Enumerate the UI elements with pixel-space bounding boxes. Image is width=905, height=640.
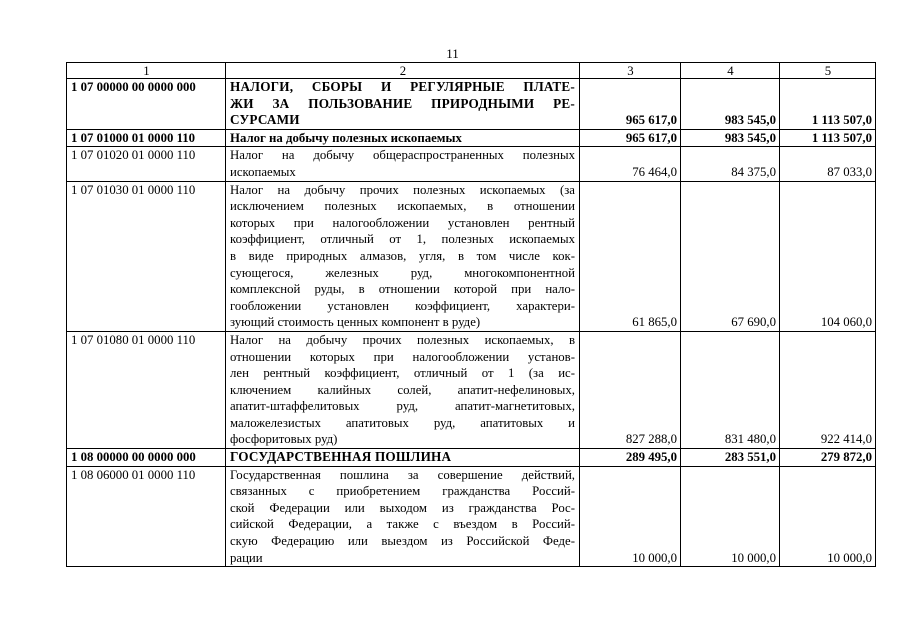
table-row [67,129,876,147]
classification-code: 1 08 06000 01 0000 110 [67,466,226,567]
classification-code: 1 07 01020 01 0000 110 [67,147,226,181]
revenue-name-line: ской Федерации или выходом из гражданства Рос- [230,500,575,515]
revenue-name-line: ЖИ ЗА ПОЛЬЗОВАНИЕ ПРИРОДНЫМИ РЕ- [230,95,575,111]
revenue-name-line: ГОСУДАРСТВЕННАЯ ПОШЛИНА [230,449,452,465]
revenue-name-line: Налог на добычу прочих полезных ископаемых, в [230,332,575,347]
revenue-name-line: которых при налогообложении установлен рентный [230,215,575,230]
revenue-name-line: комплексной руды, в отношении которой при нало- [230,282,575,297]
revenue-name [226,331,580,448]
revenue-name-line: маложелезистых апатитовых руд, апатитовых и [230,415,575,430]
revenue-name-line: фосфоритовых руд) [230,432,338,447]
amount-col5: 922 414,0 [780,331,876,448]
table-row [67,147,876,181]
revenue-name-line: ископаемых [230,164,296,179]
revenue-name-line: апатит-штаффелитовых руд, апатит-магнетитовых, [230,399,575,414]
amount-col5: 104 060,0 [780,181,876,331]
amount-col5: 1 113 507,0 [780,79,876,130]
revenue-name-line: сийской Федерации, а также с въездом в Россий- [230,517,575,532]
table-row [67,466,876,567]
revenue-name-line: СУРСАМИ [230,112,300,128]
classification-code: 1 08 00000 00 0000 000 [67,449,226,467]
amount-col5: 10 000,0 [780,466,876,567]
revenue-name-line: лен рентный коэффициент, отличный от 1 (за ис- [230,366,575,381]
amount-col5: 87 033,0 [780,147,876,181]
revenue-name-line: гообложении установлен коэффициент, характери- [230,298,575,313]
revenue-name [226,181,580,331]
table-row [67,331,876,448]
classification-code: 1 07 00000 00 0000 000 [67,79,226,130]
revenue-name-line: Государственная пошлина за совершение действий, [230,467,575,482]
revenue-name-line: Налог на добычу общераспространенных полезных [230,148,575,163]
revenue-name [226,147,580,181]
header-row [67,63,876,79]
revenue-name-line: исключением полезных ископаемых, в отношении [230,199,575,214]
column-header: 3 [580,63,681,79]
table-row [67,181,876,331]
amount-col4: 283 551,0 [681,449,780,467]
amount-col3: 76 464,0 [580,147,681,181]
amount-col3: 827 288,0 [580,331,681,448]
classification-code: 1 07 01000 01 0000 110 [67,129,226,147]
amount-col4: 67 690,0 [681,181,780,331]
table-row [67,449,876,467]
column-header: 5 [780,63,876,79]
amount-col3: 289 495,0 [580,449,681,467]
revenue-name-line: ключением калийных солей, апатит-нефелиновых, [230,382,575,397]
column-header: 1 [67,63,226,79]
amount-col3: 965 617,0 [580,79,681,130]
classification-code: 1 07 01030 01 0000 110 [67,181,226,331]
revenue-name-line: Налог на добычу полезных ископаемых [230,130,462,145]
revenue-name [226,449,580,467]
revenue-name-line: в виде природных алмазов, угля, в том числе кок- [230,248,575,263]
amount-col4: 983 545,0 [681,79,780,130]
revenue-name [226,466,580,567]
amount-col5: 279 872,0 [780,449,876,467]
budget-table [66,62,876,567]
table-row [67,79,876,130]
revenue-name-line: рации [230,550,263,565]
revenue-name-line: зующий стоимость ценных компонент в руде) [230,315,481,330]
revenue-name-line: НАЛОГИ, СБОРЫ И РЕГУЛЯРНЫЕ ПЛАТЕ- [230,79,575,94]
revenue-name-line: Налог на добычу прочих полезных ископаемых (за [230,182,575,197]
amount-col4: 10 000,0 [681,466,780,567]
revenue-name-line: скую Федерацию или выездом из Российской Феде- [230,534,575,549]
amount-col4: 84 375,0 [681,147,780,181]
column-header: 4 [681,63,780,79]
revenue-name [226,79,580,130]
revenue-name-line: сующегося, железных руд, многокомпонентной [230,265,575,280]
column-header: 2 [226,63,580,79]
amount-col3: 965 617,0 [580,129,681,147]
amount-col4: 983 545,0 [681,129,780,147]
classification-code: 1 07 01080 01 0000 110 [67,331,226,448]
amount-col4: 831 480,0 [681,331,780,448]
amount-col3: 61 865,0 [580,181,681,331]
revenue-name-line: связанных с приобретением гражданства Россий- [230,484,575,499]
amount-col3: 10 000,0 [580,466,681,567]
revenue-name-line: отношении которых при налогообложении установ- [230,349,575,364]
revenue-name [226,129,580,147]
page-number: 11 [446,46,459,61]
amount-col5: 1 113 507,0 [780,129,876,147]
revenue-name-line: коэффициент, отличный от 1, полезных ископаемых [230,232,575,247]
